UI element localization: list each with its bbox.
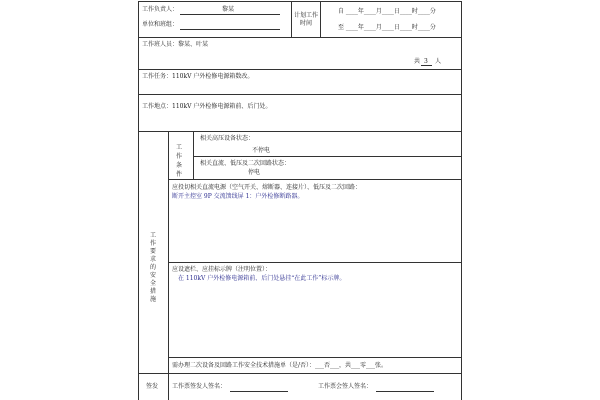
crew-total-value: 3 (424, 58, 428, 65)
issuer-label: 工作票签发人签名： (172, 383, 227, 390)
conditions-label: 工作条件 (175, 144, 182, 178)
rule-right (461, 1, 462, 400)
co-signer-label: 工作票会签人签名： (318, 383, 373, 390)
unit-underline (180, 29, 280, 30)
rule-header-mid-a (291, 1, 292, 37)
rule-left (138, 1, 139, 400)
lead-label: 工作负责人： (142, 6, 179, 13)
time-to-row: 至 ____年____月____日____时____分 (338, 24, 436, 31)
crew-total-prefix: 共 (414, 58, 421, 65)
crew-total-suffix: 人 (435, 58, 442, 65)
issuer-signature-field[interactable] (230, 391, 288, 392)
task-label: 工作任务：110kV 户外检修电源箱数改。 (142, 73, 254, 80)
rule-after-conditions (168, 179, 462, 180)
rule-sign-side (168, 373, 169, 400)
rule-header-mid-b (320, 1, 321, 37)
location-label: 工作地点：110kV 户外检修电源箱前、后门处。 (142, 103, 272, 110)
dc-status-label: 相关直流、低压及二次回路状态： (200, 160, 291, 167)
barrier-value: 在 110kV 户外检修电源箱前、后门处悬挂“在此工作”标示牌。 (178, 275, 346, 282)
lead-value: 黎某 (222, 6, 235, 13)
co-signer-signature-field[interactable] (376, 391, 434, 392)
crew-label: 工作班人员：黎某、叶某 (142, 41, 209, 48)
hv-status-label: 相关高压设备状态： (200, 135, 255, 142)
rule-after-safety (138, 373, 462, 374)
rule-after-location (138, 131, 462, 132)
rule-safety-side (168, 131, 169, 373)
crew-total-underline (421, 65, 432, 66)
disconnect-label: 应投切相关直流电源（空气开关、熔断器、连接片）、低压及二次回路： (172, 184, 362, 191)
lead-underline (180, 14, 280, 15)
work-ticket-form (138, 0, 462, 400)
rule-after-crew (138, 69, 462, 70)
sign-side-label: 签发 (146, 383, 159, 390)
hv-status-value: 不停电 (252, 147, 271, 154)
secondary-measures-text: 需办理二次设备及回路工作安全技术措施单（是/否）：___否___，共___零___张。 (172, 362, 388, 369)
disconnect-value: 断开主控室 9P 交流馈线屏 1：户外检修断路器。 (172, 193, 304, 200)
rule-top (138, 1, 462, 2)
time-from-row: 自 ____年____月____日____时____分 (338, 8, 436, 15)
dc-status-value: 停电 (248, 169, 261, 176)
rule-after-barrier (168, 357, 462, 358)
rule-after-disconnect (168, 262, 462, 263)
barrier-label: 应设遮栏、应挂标示牌（注明位置）： (172, 266, 272, 273)
rule-cond-side (193, 131, 194, 179)
unit-label: 单位和班组： (142, 21, 179, 28)
rule-after-hv (193, 156, 462, 157)
safety-side-label: 工作要求的安全措施 (149, 232, 156, 303)
rule-after-header (138, 37, 462, 38)
rule-after-task (138, 94, 462, 95)
plan-time-label: 计划工作时间 (294, 12, 319, 27)
